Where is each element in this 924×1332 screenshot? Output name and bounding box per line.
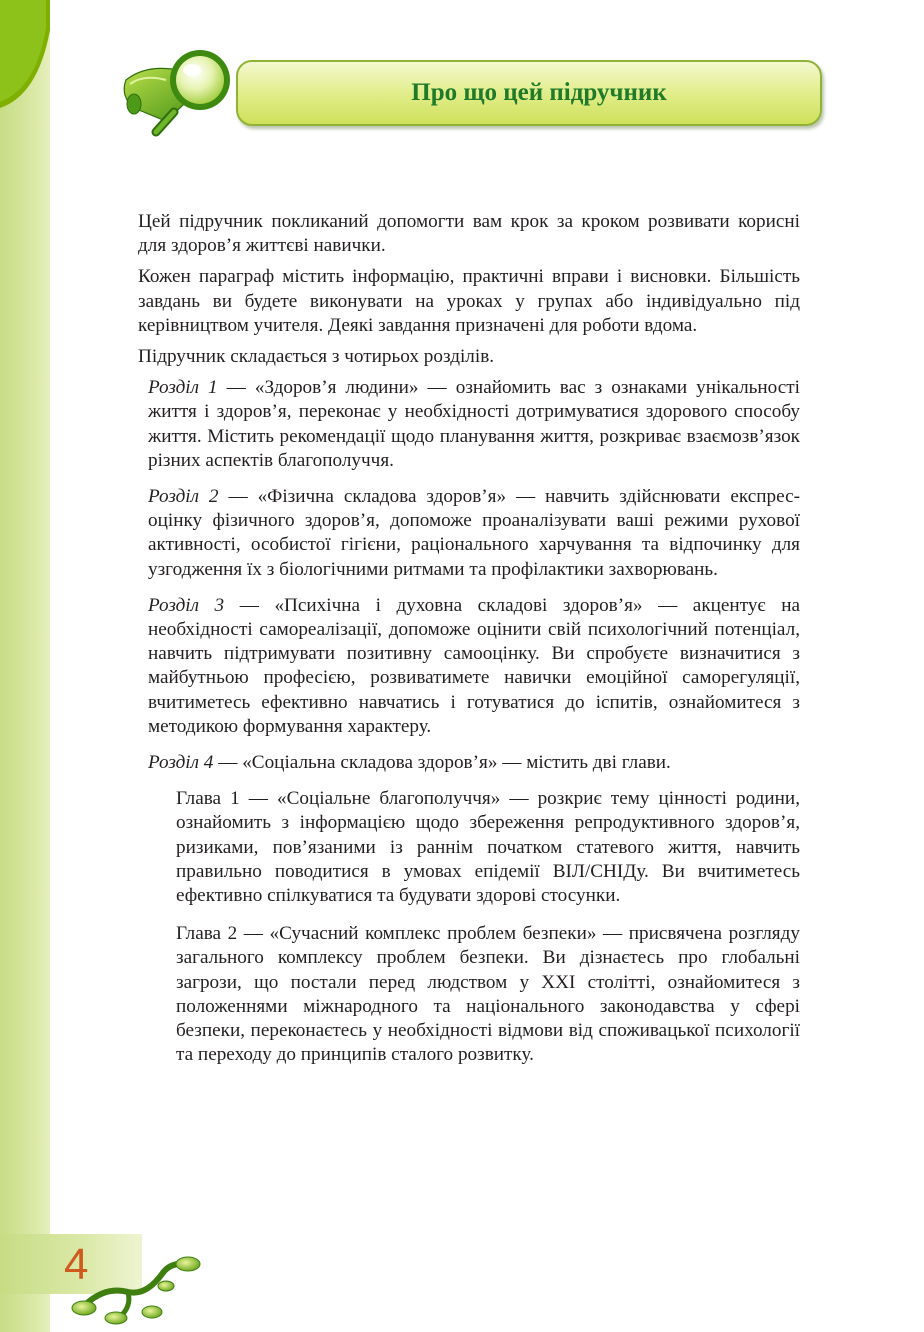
header-banner bbox=[236, 60, 822, 126]
section-4-label: Розділ 4 bbox=[148, 752, 214, 774]
section-3-label: Розділ 3 bbox=[148, 594, 225, 616]
main-text bbox=[138, 210, 800, 1082]
section-2-text: — «Фізична складова здоров’я» — навчить здійснювати експрес-оцінку фізичного здоров’я, допоможе проаналізувати ваші режими рухової активності, особистої гігієни, раціонального харчування та відпочинку для узгодження їх з біологічними ритмами та профілактики захворювань. bbox=[148, 486, 800, 580]
section-3-paragraph bbox=[138, 594, 800, 739]
section-4-text: — «Соціальна складова здоров’я» — містить дві глави. bbox=[213, 752, 671, 774]
section-2-paragraph bbox=[138, 485, 800, 582]
section-2-label: Розділ 2 bbox=[148, 486, 219, 508]
section-4-paragraph bbox=[138, 751, 800, 775]
section-1-paragraph bbox=[138, 376, 800, 473]
green-ornament-icon bbox=[66, 1246, 216, 1326]
section-3-text: — «Психічна і духовна складові здоров’я» — акцентує на необхідності самореалізації, допоможе оцінити свій психологічний потенціал, навчить підтримувати позитивну самооцінку. Ви спробуєте визначитися з майбутньою професією, розвиватимете навички емоційної саморегуляції, вчитиметесь ефективно навчатись і готуватися до іспитів, ознайомитеся з методикою формування характеру. bbox=[148, 594, 800, 737]
left-decorative-stripe bbox=[0, 0, 50, 1332]
intro-paragraph-1: Цей підручник покликаний допомогти вам крок за кроком розвивати корисні для здоров’я життєві навички. bbox=[138, 211, 800, 257]
page-number: 4 bbox=[64, 1240, 89, 1289]
chapter-2-paragraph: Глава 2 — «Сучасний комплекс проблем безпеки» — присвячена розгляду загального комплексу проблем безпеки. Ви дізнаєтесь про глобальні загрози, що постали перед людством у XXI столітті, ознайомитеся з положеннями міжнародного та національного законодавства у сфері безпеки, переконаєтесь у необхідності відмови від споживацької психології та переходу до принципів сталого розвитку. bbox=[176, 923, 800, 1066]
chapter-1-paragraph: Глава 1 — «Соціальне благополуччя» — розкриє тему цінності родини, ознайомить з інформацією щодо збереження репродуктивного здоров’я, ризиками, пов’язаними із раннім початком статевого життя, навчить правильно поводитися в умовах епідемії ВІЛ/СНІДу. Ви вчитиметесь ефективно спілкуватися та будувати здорові стосунки. bbox=[176, 788, 800, 907]
section-1-text: — «Здоров’я людини» — ознайомить вас з ознаками унікальності життя і здоров’я, переконає у необхідності дотримуватися здорового способу життя. Містить рекомендації щодо планування життя, розкриває взаємозв’язок різних аспектів благополуччя. bbox=[148, 377, 800, 471]
intro-paragraph-3: Підручник складається з чотирьох розділів. bbox=[138, 346, 495, 368]
corner-arc-decoration bbox=[0, 0, 50, 110]
intro-paragraph-2: Кожен параграф містить інформацію, практичні вправи і висновки. Більшість завдань ви будете виконувати на уроках у групах або індивідуально під керівництвом учителя. Деякі завдання призначені для роботи вдома. bbox=[138, 266, 800, 336]
page-title: Про що цей підручник bbox=[411, 79, 667, 106]
magnifier-scroll-icon bbox=[116, 40, 256, 140]
section-1-label: Розділ 1 bbox=[148, 377, 218, 399]
